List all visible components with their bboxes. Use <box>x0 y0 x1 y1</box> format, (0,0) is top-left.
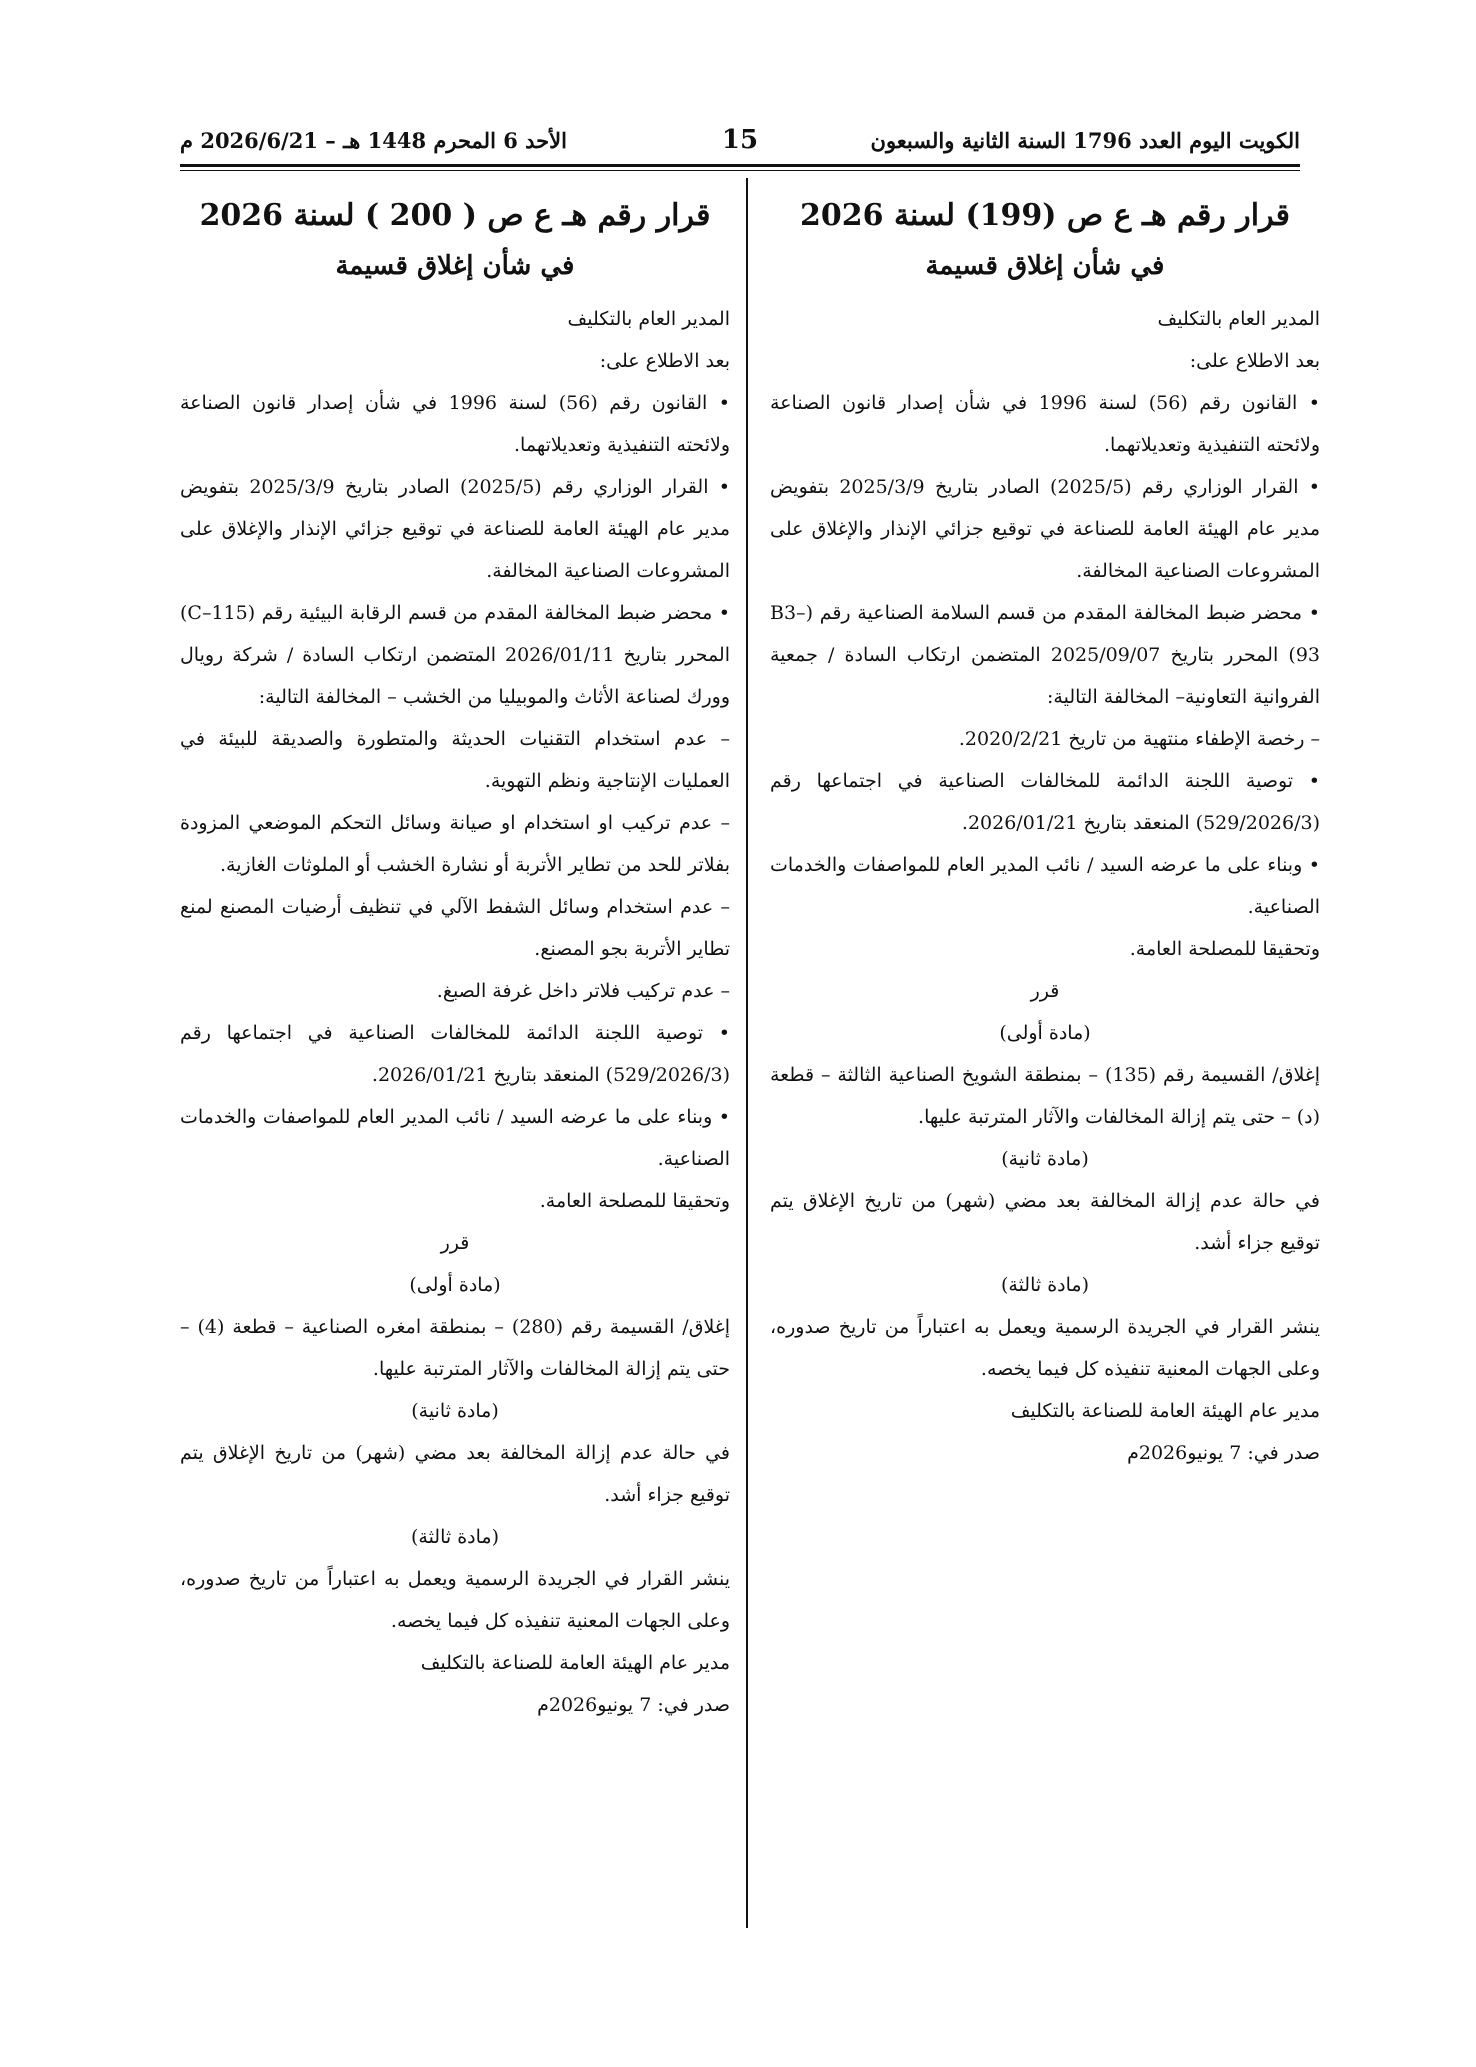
list-item: • القانون رقم (56) لسنة 1996 في شأن إصدار قانون الصناعة ولائحته التنفيذية وتعديلاتهما. <box>770 392 1321 456</box>
article-1-text: إغلاق/ القسيمة رقم (280) – بمنطقة امغره الصناعية – قطعة (4) – حتى يتم إزالة المخالفات والآثار المترتبة عليها. <box>180 1316 730 1380</box>
list-item: • محضر ضبط المخالفة المقدم من قسم السلامة الصناعية رقم (B3–93) المحرر بتاريخ 2025/09/07 المتضمن ارتكاب السادة / جمعية الفروانية التعاونية– المخالفة التالية: <box>770 602 1320 708</box>
page-header <box>180 118 1300 162</box>
decision-subtitle: في شأن إغلاق قسيمة <box>925 251 1165 281</box>
after-review: بعد الاطلاع على: <box>599 350 730 372</box>
article-3-title: (مادة ثالثة) <box>410 1526 500 1548</box>
article-2-title: (مادة ثانية) <box>411 1400 499 1422</box>
article-3-title: (مادة ثالثة) <box>1000 1274 1090 1296</box>
decision-title: قرار رقم هـ ع ص ( 200 ) لسنة 2026 <box>199 198 711 233</box>
decision-subtitle: في شأن إغلاق قسيمة <box>335 251 575 281</box>
issue-date: صدر في: 7 يونيو2026م <box>1127 1442 1320 1464</box>
list-item: • محضر ضبط المخالفة المقدم من قسم الرقابة البيئية رقم (C–115) المحرر بتاريخ 2026/01/11 المتضمن ارتكاب السادة / شركة رويال وورك لصناعة الأثاث والموبيليا من الخشب – المخالفة التالية: <box>180 602 730 708</box>
list-item: – عدم تركيب فلاتر داخل غرفة الصبغ. <box>436 980 730 1002</box>
list-item: • توصية اللجنة الدائمة للمخالفات الصناعية في اجتماعها رقم (529/2026/3) المنعقد بتاريخ 2026/01/21. <box>770 770 1320 834</box>
list-item: – عدم استخدام وسائل الشفط الآلي في تنظيف أرضيات المصنع لمنع تطاير الأتربة بجو المصنع. <box>180 896 730 960</box>
column-divider <box>746 178 748 1928</box>
issuer: المدير العام بالتكليف <box>1157 308 1320 330</box>
list-item: • القرار الوزاري رقم (2025/5) الصادر بتاريخ 2025/3/9 بتفويض مدير عام الهيئة العامة للصناعة في توقيع جزائي الإنذار والإغلاق على المشروعات الصناعية المخالفة. <box>180 476 730 582</box>
issue-date: صدر في: 7 يونيو2026م <box>537 1694 730 1716</box>
header-date: الأحد 6 المحرم 1448 هـ – 2026/6/21 م <box>180 127 567 153</box>
article-3-text: ينشر القرار في الجريدة الرسمية ويعمل به اعتباراً من تاريخ صدوره، وعلى الجهات المعنية تنفيذه كل فيما يخصه. <box>770 1316 1320 1380</box>
after-review: بعد الاطلاع على: <box>1189 350 1320 372</box>
list-item: – عدم تركيب او استخدام او صيانة وسائل التحكم الموضعي المزودة بفلاتر للحد من تطاير الأتربة أو نشارة الخشب أو الملوثات الغازية. <box>180 812 730 876</box>
decision-199 <box>770 190 1320 1474</box>
article-3-text: ينشر القرار في الجريدة الرسمية ويعمل به اعتباراً من تاريخ صدوره، وعلى الجهات المعنية تنفيذه كل فيما يخصه. <box>180 1568 730 1632</box>
article-2-title: (مادة ثانية) <box>1001 1148 1089 1170</box>
article-2-text: في حالة عدم إزالة المخالفة بعد مضي (شهر) من تاريخ الإغلاق يتم توقيع جزاء أشد. <box>770 1190 1321 1254</box>
issuer: المدير العام بالتكليف <box>567 308 730 330</box>
list-item: • توصية اللجنة الدائمة للمخالفات الصناعية في اجتماعها رقم (529/2026/3) المنعقد بتاريخ 2026/01/21. <box>180 1022 730 1086</box>
article-1-text: إغلاق/ القسيمة رقم (135) – بمنطقة الشويخ الصناعية الثالثة – قطعة (د) – حتى يتم إزالة المخالفات والآثار المترتبة عليها. <box>770 1064 1321 1128</box>
list-item: وتحقيقا للمصلحة العامة. <box>1129 938 1320 960</box>
list-item: • وبناء على ما عرضه السيد / نائب المدير العام للمواصفات والخدمات الصناعية. <box>770 854 1320 918</box>
article-2-text: في حالة عدم إزالة المخالفة بعد مضي (شهر) من تاريخ الإغلاق يتم توقيع جزاء أشد. <box>180 1442 731 1506</box>
article-1-title: (مادة أولى) <box>999 1022 1091 1044</box>
decided-heading: قرر <box>1030 980 1060 1002</box>
header-rule <box>180 164 1300 167</box>
decided-heading: قرر <box>440 1232 470 1254</box>
page-number: 15 <box>721 125 759 155</box>
list-item: • وبناء على ما عرضه السيد / نائب المدير العام للمواصفات والخدمات الصناعية. <box>180 1106 730 1170</box>
list-item: • القرار الوزاري رقم (2025/5) الصادر بتاريخ 2025/3/9 بتفويض مدير عام الهيئة العامة للصناعة في توقيع جزائي الإنذار والإغلاق على المشروعات الصناعية المخالفة. <box>770 476 1320 582</box>
decision-200 <box>180 190 730 1726</box>
signature: مدير عام الهيئة العامة للصناعة بالتكليف <box>420 1652 730 1674</box>
list-item: – عدم استخدام التقنيات الحديثة والمتطورة والصديقة للبيئة في العمليات الإنتاجية ونظم التهوية. <box>180 728 730 792</box>
decision-title: قرار رقم هـ ع ص (199) لسنة 2026 <box>800 198 1290 233</box>
article-1-title: (مادة أولى) <box>409 1274 501 1296</box>
header-rule-thin <box>180 170 1300 171</box>
list-item: وتحقيقا للمصلحة العامة. <box>539 1190 730 1212</box>
list-item: – رخصة الإطفاء منتهية من تاريخ 2020/2/21. <box>958 728 1320 750</box>
signature: مدير عام الهيئة العامة للصناعة بالتكليف <box>1010 1400 1320 1422</box>
list-item: • القانون رقم (56) لسنة 1996 في شأن إصدار قانون الصناعة ولائحته التنفيذية وتعديلاتهما. <box>180 392 731 456</box>
header-issue-info: الكويت اليوم العدد 1796 السنة الثانية والسبعون <box>870 127 1300 153</box>
